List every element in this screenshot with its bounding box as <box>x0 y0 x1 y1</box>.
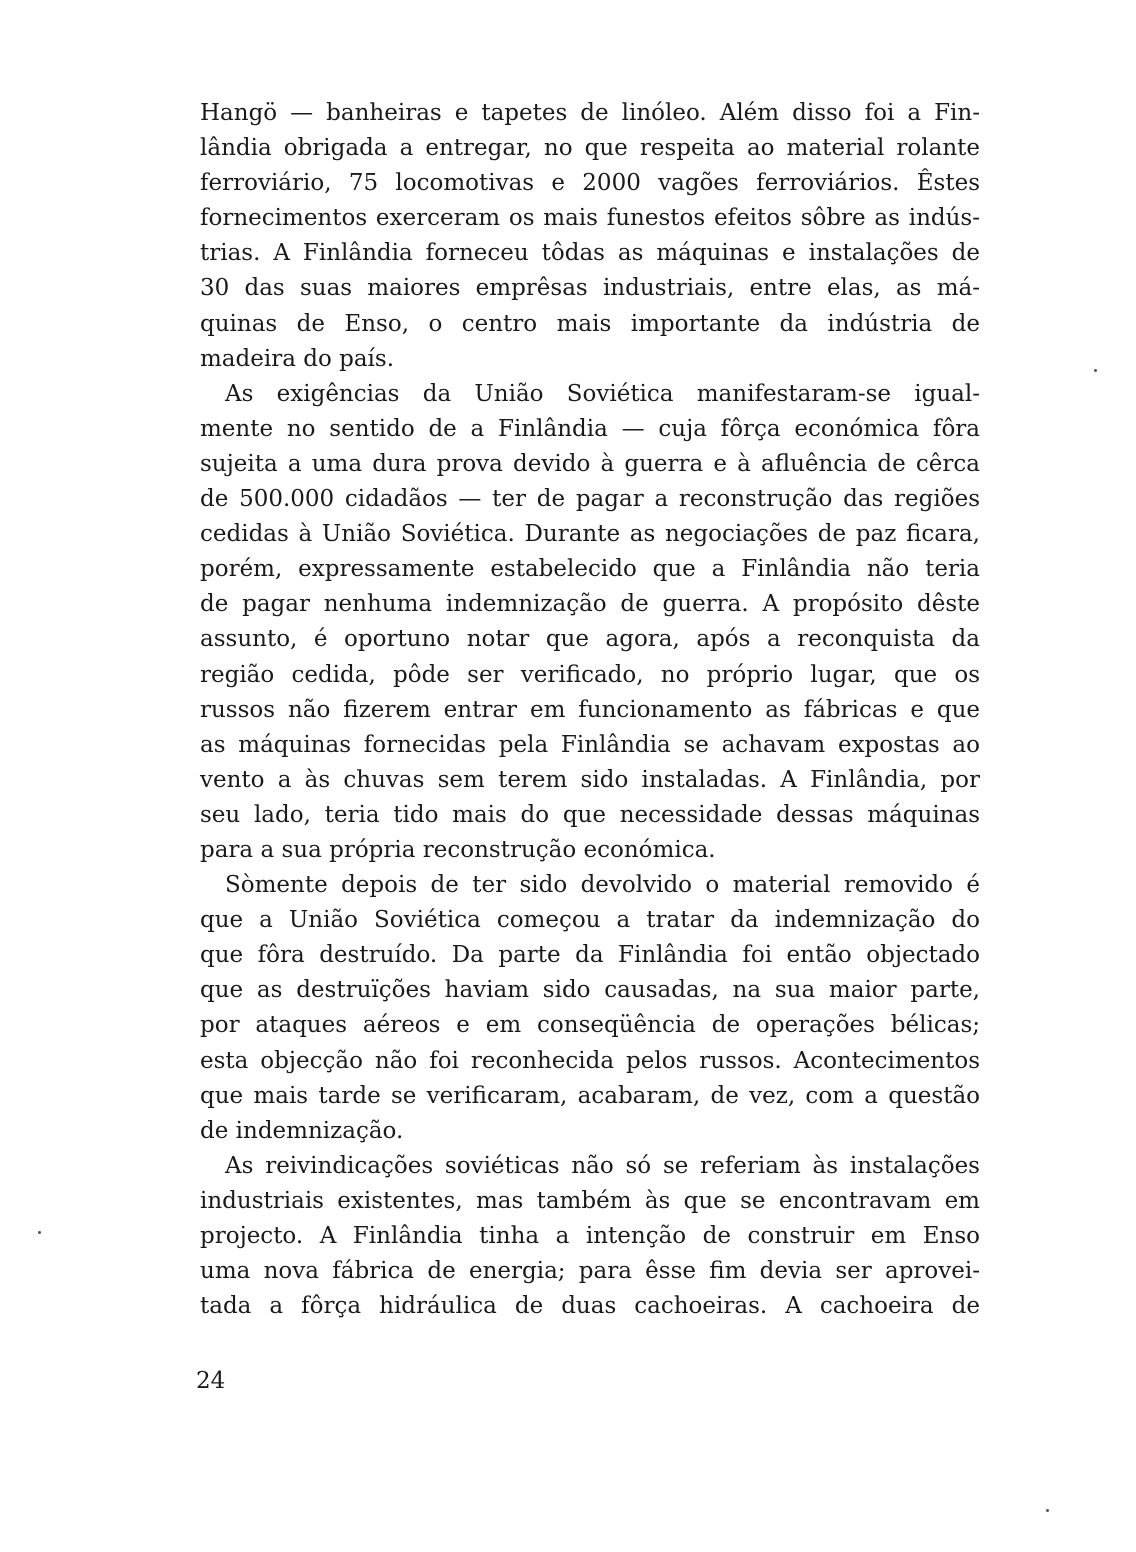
text-line: sujeita a uma dura prova devido à guerra e à afluência de cêrca <box>200 450 980 477</box>
text-line: que fôra destruído. Da parte da Finlândia foi então objectado <box>200 942 980 969</box>
text-line: industriais existentes, mas também às que se encontravam em <box>200 1187 980 1214</box>
text-line: russos não fizerem entrar em funcionamento as fábricas e que <box>200 696 980 723</box>
text-line: lândia obrigada a entregar, no que respeita ao material rolante <box>200 135 980 162</box>
text-line: As exigências da União Soviética manifestaram-se igual- <box>225 380 980 407</box>
print-speck <box>38 1231 41 1234</box>
text-line: para a sua própria reconstrução económica. <box>200 836 716 863</box>
text-line: madeira do país. <box>200 345 395 372</box>
page-number: 24 <box>196 1368 226 1394</box>
text-line: seu lado, teria tido mais do que necessidade dessas máquinas <box>200 801 980 828</box>
text-line: trias. A Finlândia forneceu tôdas as máquinas e instalações de <box>200 240 980 267</box>
text-line: região cedida, pôde ser verificado, no próprio lugar, que os <box>200 661 980 688</box>
text-line: as máquinas fornecidas pela Finlândia se achavam expostas ao <box>200 731 980 758</box>
text-line: assunto, é oportuno notar que agora, após a reconquista da <box>200 626 980 653</box>
text-line: uma nova fábrica de energia; para êsse fim devia ser aprovei- <box>200 1258 980 1285</box>
text-line: porém, expressamente estabelecido que a Finlândia não teria <box>200 556 980 583</box>
text-line: tada a fôrça hidráulica de duas cachoeiras. A cachoeira de <box>200 1293 980 1320</box>
text-line: de indemnização. <box>200 1117 404 1144</box>
text-line: 30 das suas maiores emprêsas industriais, entre elas, as má- <box>200 275 980 302</box>
text-line: de pagar nenhuma indemnização de guerra. A propósito dêste <box>200 591 980 618</box>
print-speck <box>1094 369 1097 372</box>
text-line: de 500.000 cidadãos — ter de pagar a reconstrução das regiões <box>200 486 980 513</box>
text-line: que a União Soviética começou a tratar da indemnização do <box>200 907 980 934</box>
print-speck <box>1046 1509 1049 1512</box>
text-line: cedidas à União Soviética. Durante as negociações de paz ficara, <box>200 521 980 548</box>
text-line: projecto. A Finlândia tinha a intenção de construir em Enso <box>200 1223 980 1249</box>
body-text <box>200 96 980 1324</box>
text-line: vento a às chuvas sem terem sido instaladas. A Finlândia, por <box>200 766 980 793</box>
text-line: que as destruïções haviam sido causadas, na sua maior parte, <box>200 977 980 1004</box>
text-line: por ataques aéreos e em conseqüência de operações bélicas; <box>200 1012 980 1039</box>
text-line: Hangö — banheiras e tapetes de linóleo. Além disso foi a Fin- <box>200 100 980 126</box>
text-line: esta objecção não foi reconhecida pelos russos. Acontecimentos <box>200 1047 980 1074</box>
text-line: As reivindicações soviéticas não só se referiam às instalações <box>225 1152 980 1179</box>
text-line: quinas de Enso, o centro mais importante da indústria de <box>200 310 980 337</box>
text-line: que mais tarde se verificaram, acabaram, de vez, com a questão <box>200 1082 980 1109</box>
text-line: Sòmente depois de ter sido devolvido o material removido é <box>225 872 980 899</box>
text-line: mente no sentido de a Finlândia — cuja fôrça económica fôra <box>200 415 980 442</box>
text-line: ferroviário, 75 locomotivas e 2000 vagões ferroviários. Êstes <box>200 170 980 197</box>
text-line: fornecimentos exerceram os mais funestos efeitos sôbre as indús- <box>200 205 980 232</box>
